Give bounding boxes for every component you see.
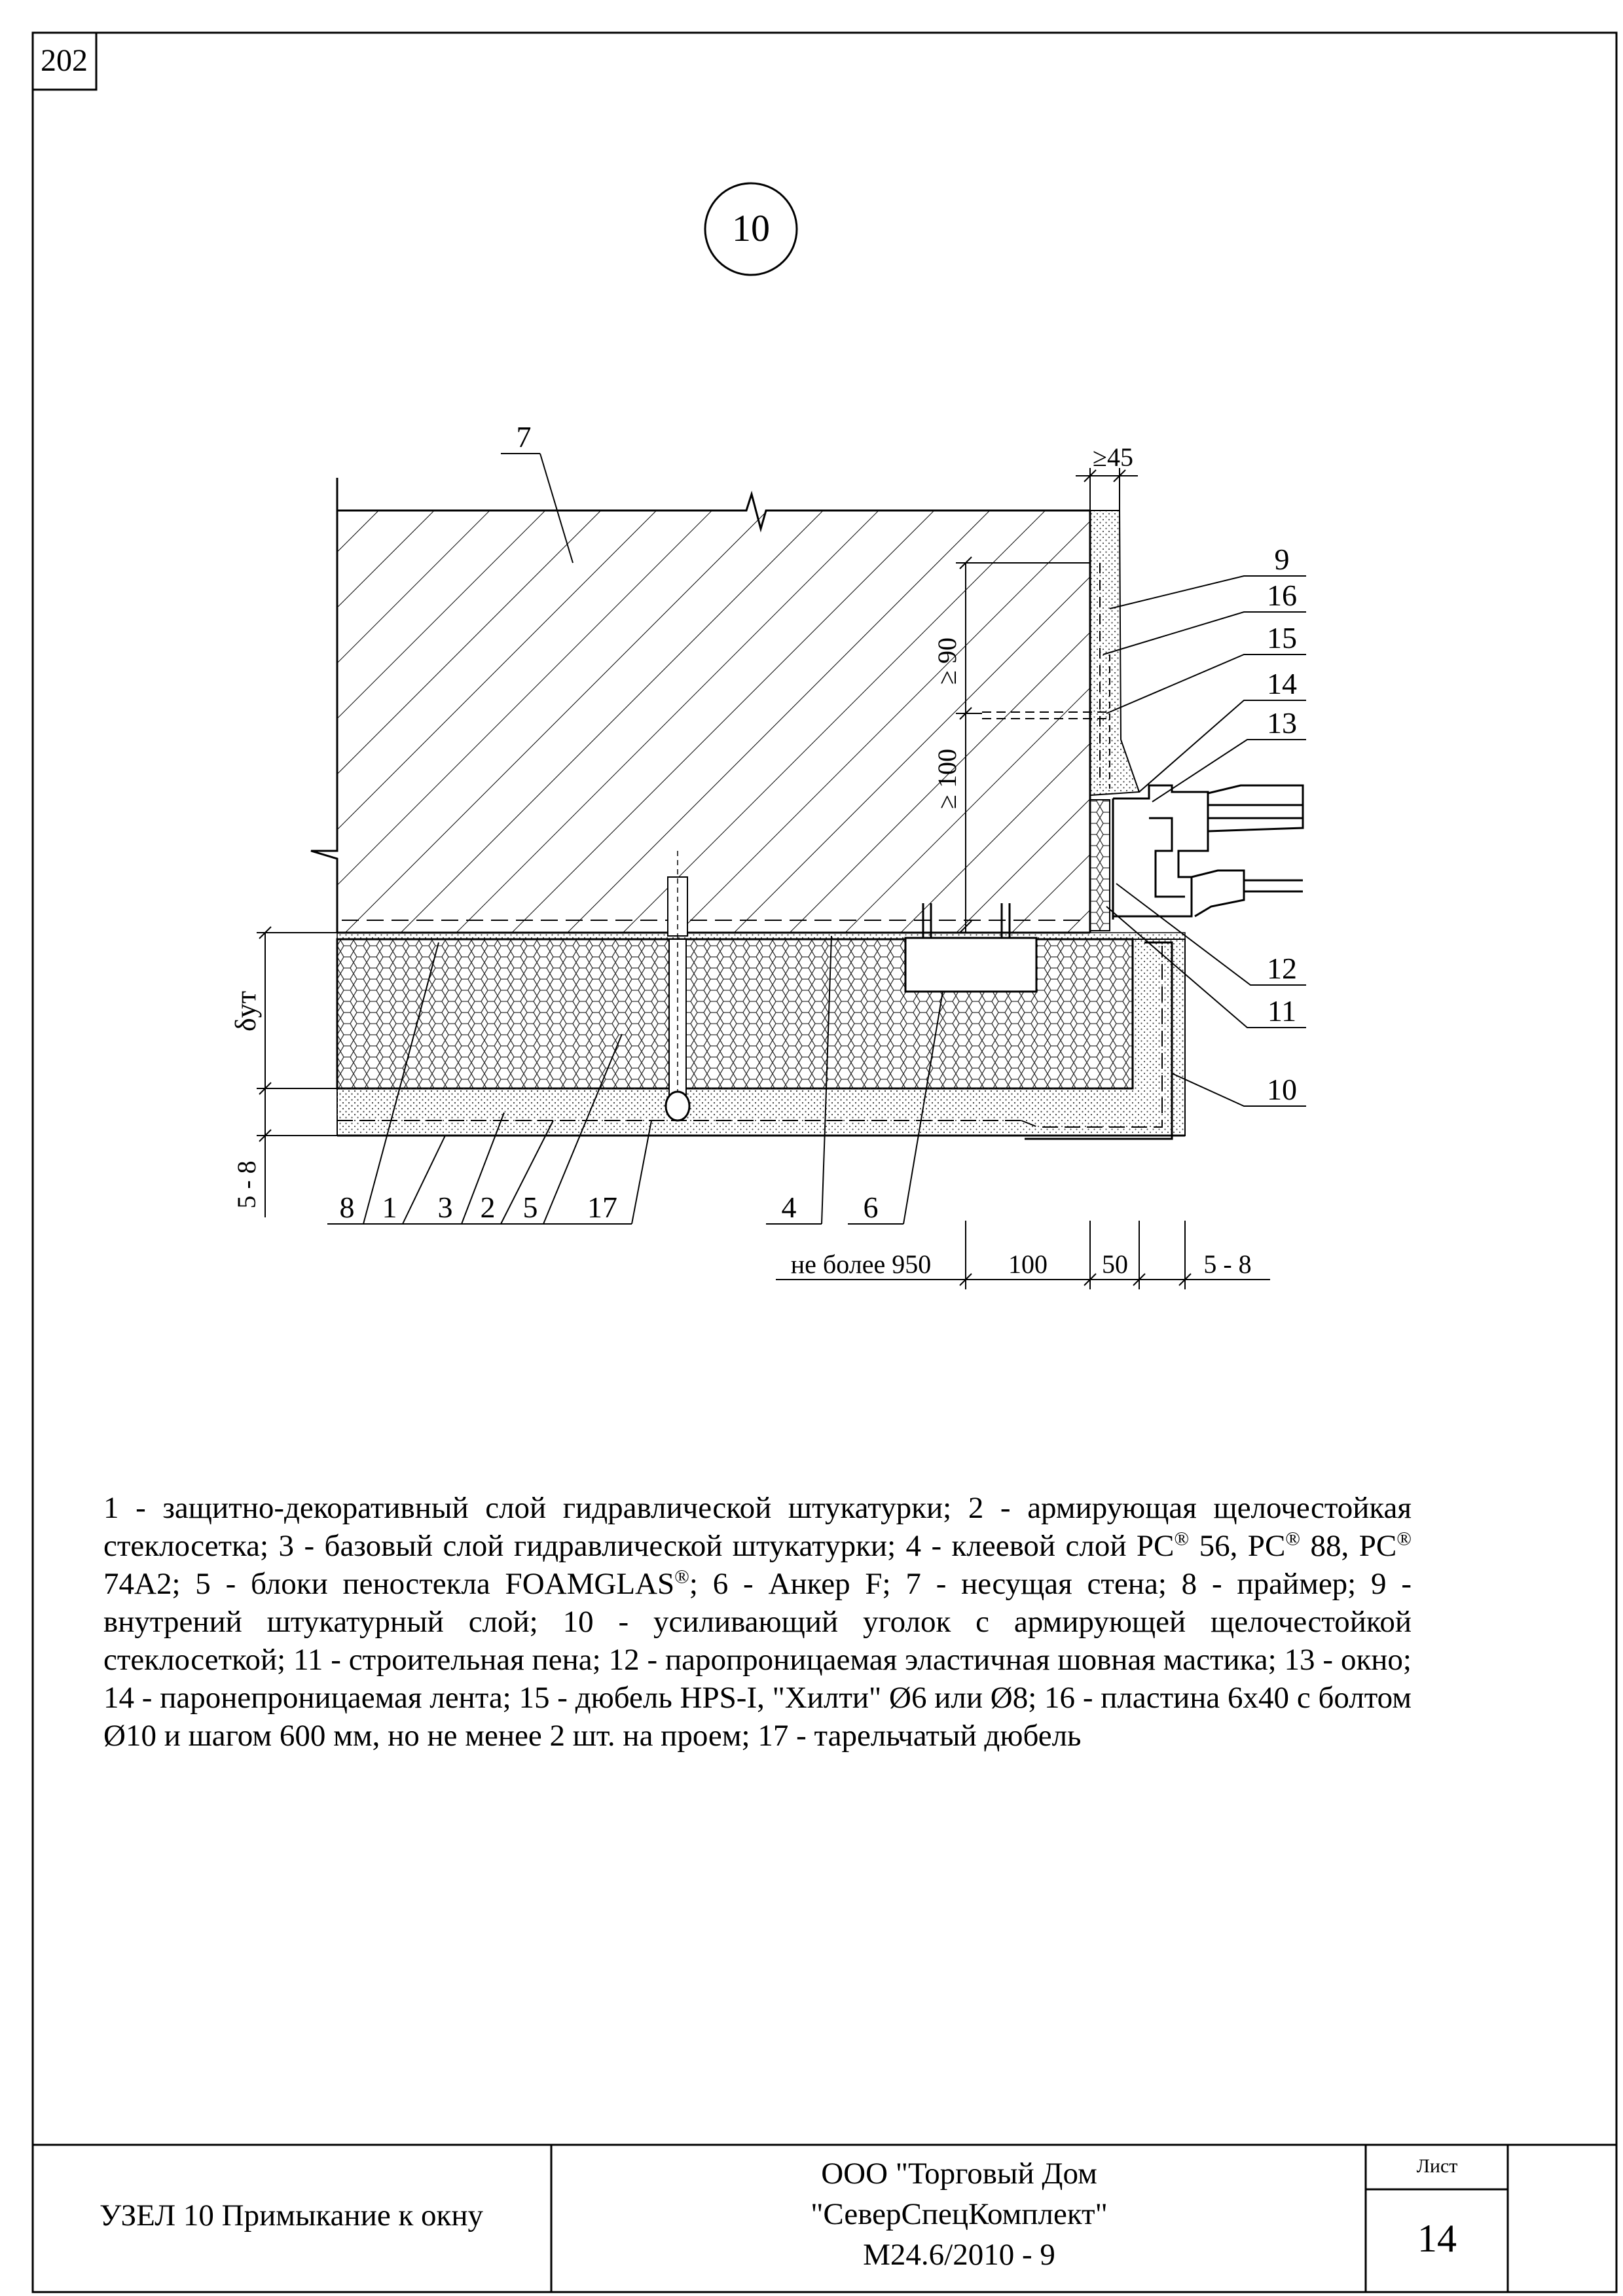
construction-foam bbox=[1090, 800, 1110, 931]
bearing-wall-hatch bbox=[337, 511, 1090, 933]
callout-6: 6 bbox=[863, 1191, 879, 1224]
registered-mark: ® bbox=[1285, 1528, 1301, 1550]
sheet-label: Лист bbox=[1416, 2155, 1458, 2177]
dim-window-offset-value: ≥45 bbox=[1093, 442, 1133, 472]
company-line-2: "СеверСпецКомплект" bbox=[811, 2197, 1108, 2231]
callout-3: 3 bbox=[437, 1191, 453, 1224]
registered-mark: ® bbox=[1396, 1528, 1412, 1550]
callout-1: 1 bbox=[382, 1191, 397, 1224]
dim-insulation-thickness: δут bbox=[230, 991, 262, 1031]
callout-4: 4 bbox=[781, 1191, 797, 1224]
callout-9: 9 bbox=[1274, 543, 1290, 576]
wall-break-line-left bbox=[311, 478, 337, 933]
document-code: M24.6/2010 - 9 bbox=[863, 2238, 1055, 2272]
callout-14: 14 bbox=[1267, 667, 1297, 700]
callout-10: 10 bbox=[1267, 1073, 1297, 1106]
callout-7: 7 bbox=[516, 420, 532, 454]
window-frame bbox=[1113, 785, 1303, 916]
dim-bottom-3: 50 bbox=[1102, 1249, 1128, 1279]
sheet-number: 14 bbox=[1417, 2217, 1457, 2260]
callout-2: 2 bbox=[480, 1191, 496, 1224]
callout-5: 5 bbox=[522, 1191, 538, 1224]
dim-bottom-4: 5 - 8 bbox=[1203, 1249, 1252, 1279]
inner-plaster bbox=[1090, 511, 1139, 795]
node-number: 10 bbox=[732, 207, 770, 249]
company-line-1: ООО "Торговый Дом bbox=[821, 2157, 1097, 2191]
dim-bottom-1: не более 950 bbox=[790, 1249, 932, 1279]
dim-edge-distance-value: ≥ 100 bbox=[932, 749, 962, 809]
sheet-frame bbox=[33, 33, 1616, 2292]
disc-dowel bbox=[666, 851, 689, 1121]
callout-15: 15 bbox=[1267, 621, 1297, 655]
legend-text: 1 - защитно-декоративный слой гидравлической штукатурки; 2 - армирующая щелочестойкая стеклосетка; 3 - базовый слой гидравлической штукатурки; 4 - клеевой слой PC® 56, PC® 88, PC® 74A2; 5 - блоки пеностекла FOAMGLAS®; 6 - Анкер F; 7 - несущая стена; 8 - праймер; 9 - внутрений штукатурный слой; 10 - усиливающий уголок с армирующей щелочестойкой стеклосеткой; 11 - строительная пена; 12 - паропроницаемая эластичная шовная мастика; 13 - окно; 14 - паронепроницаемая лента; 15 - дюбель HPS-I, "Хилти" Ø6 или Ø8; 16 - пластина 6х40 с болтом Ø10 и шагом 600 мм, но не менее 2 шт. на проем; 17 - тарельчатый дюбель bbox=[103, 1491, 1412, 1753]
anchor-f bbox=[905, 938, 1036, 992]
corner-number: 202 bbox=[41, 43, 88, 78]
callout-16: 16 bbox=[1267, 579, 1297, 612]
callout-17: 17 bbox=[587, 1191, 617, 1224]
callout-8: 8 bbox=[339, 1191, 355, 1224]
node-title: УЗЕЛ 10 Примыкание к окну bbox=[99, 2198, 484, 2233]
callout-11: 11 bbox=[1267, 994, 1297, 1028]
registered-mark: ® bbox=[1174, 1528, 1190, 1550]
dim-left-chain bbox=[257, 927, 337, 1217]
dim-window-offset bbox=[1076, 468, 1138, 511]
dim-bottom-2: 100 bbox=[1008, 1249, 1048, 1279]
dim-finish-thickness: 5 - 8 bbox=[232, 1160, 261, 1209]
callout-12: 12 bbox=[1267, 952, 1297, 985]
registered-mark: ® bbox=[674, 1566, 689, 1588]
callout-13: 13 bbox=[1267, 706, 1297, 740]
dim-anchor-depth-value: ≥ 90 bbox=[932, 637, 962, 685]
